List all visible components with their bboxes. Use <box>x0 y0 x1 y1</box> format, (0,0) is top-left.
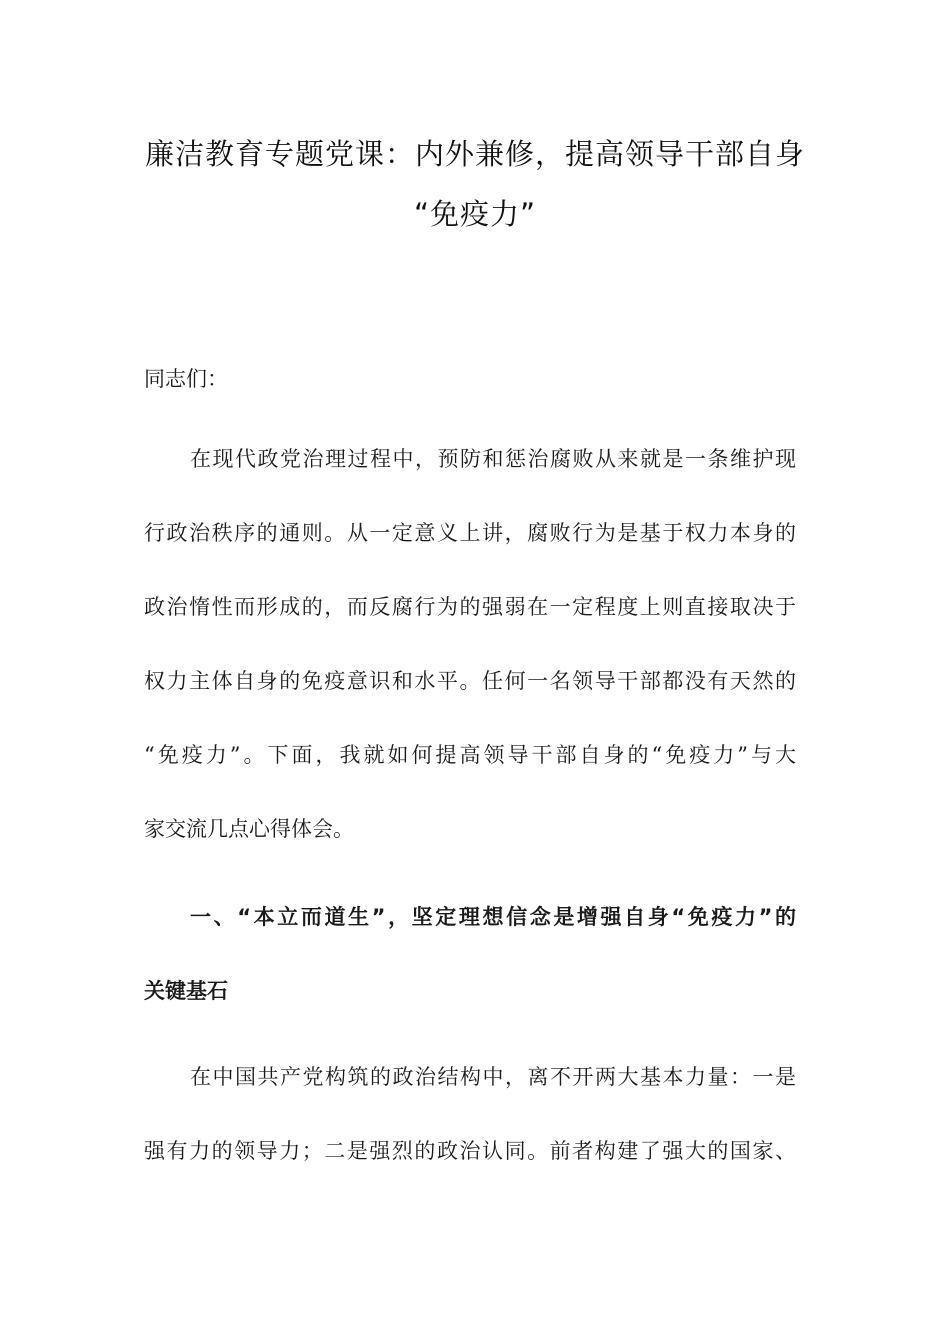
paragraph-1-line: 权力主体自身的免疫意识和水平。任何一名领导干部都没有天然的 <box>144 669 796 693</box>
paragraph-2-line: 在中国共产党构筑的政治结构中，离不开两大基本力量：一是 <box>190 1065 796 1089</box>
salutation: 同志们： <box>144 367 228 391</box>
paragraph-1-line: “免疫力”。下面，我就如何提高领导干部自身的“免疫力”与大 <box>144 743 796 767</box>
paragraph-2-line: 强有力的领导力；二是强烈的政治认同。前者构建了强大的国家、 <box>144 1139 796 1163</box>
paragraph-1-line: 行政治秩序的通则。从一定意义上讲，腐败行为是基于权力本身的 <box>144 521 796 545</box>
document-title-line-2: “免疫力” <box>413 197 537 231</box>
paragraph-1-line: 家交流几点心得体会。 <box>144 817 354 841</box>
paragraph-1-line: 在现代政党治理过程中，预防和惩治腐败从来就是一条维护现 <box>190 447 796 471</box>
paragraph-1-line: 政治惰性而形成的，而反腐行为的强弱在一定程度上则直接取决于 <box>144 595 796 619</box>
document-title-line-1: 廉洁教育专题党课：内外兼修，提高领导干部自身 <box>144 137 805 171</box>
section-heading-1-line: 一、“本立而道生”，坚定理想信念是增强自身“免疫力”的 <box>190 905 796 929</box>
section-heading-1-line: 关键基石 <box>144 979 228 1003</box>
